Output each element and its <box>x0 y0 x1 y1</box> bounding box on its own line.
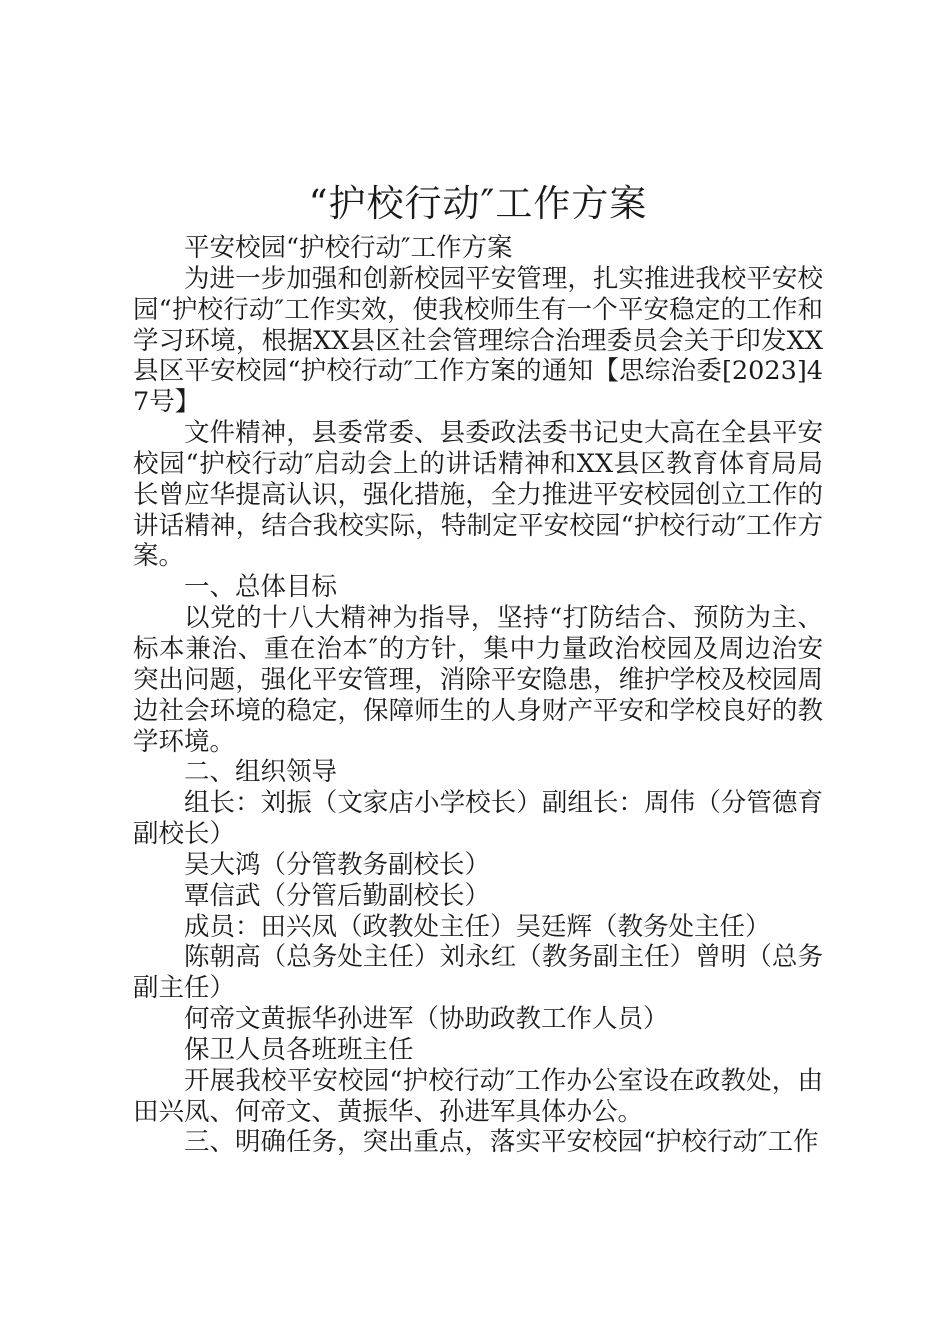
document-title: “护校行动″工作方案 <box>308 182 648 225</box>
paragraph-deputy-1: 吴大鸿（分管教务副校长） <box>184 849 491 880</box>
paragraph-members-2: 陈朝高（总务处主任）刘永红（教务副主任）曾明（总务副主任） <box>133 942 823 1004</box>
paragraph-leader: 组长：刘振（文家店小学校长）副组长：周伟（分管德育副校长） <box>133 788 823 850</box>
paragraph-members-3: 何帝文黄振华孙进军（协助政教工作人员） <box>184 1004 669 1035</box>
paragraph-intro: 为进一步加强和创新校园平安管理，扎实推进我校平安校园“护校行动″工作实效，使我校师生有一个平安稳定的工作和学习环境，根据XX县区社会管理综合治理委员会关于印发XX县区平安校园“护校行动″工作方案的通知【思综治委[2023]47号】 <box>133 263 823 418</box>
paragraph-goals: 以党的十八大精神为指导，坚持“打防结合、预防为主、标本兼治、重在治本″的方针，集中力量政治校园及周边治安突出问题，强化平安管理，消除平安隐患，维护学校及校园周边社会环境的稳定，保障师生的人身财产平安和学校良好的教学环境。 <box>133 603 823 757</box>
paragraph-spirit: 文件精神，县委常委、县委政法委书记史大高在全县平安校园“护校行动″启动会上的讲话精神和XX县区教育体育局局长曾应华提高认识，强化措施，全力推进平安校园创立工作的讲话精神，结合我校实际，特制定平安校园“护校行动″工作方案。 <box>133 418 823 572</box>
section-heading-goals: 一、总体目标 <box>184 572 338 603</box>
paragraph-office: 开展我校平安校园“护校行动″工作办公室设在政教处，由田兴凤、何帝文、黄振华、孙进军具体办公。 <box>133 1065 823 1127</box>
document-body <box>133 233 823 1158</box>
section-heading-leadership: 二、组织领导 <box>184 757 338 788</box>
section-heading-tasks: 三、明确任务，突出重点，落实平安校园“护校行动″工作 <box>184 1127 819 1158</box>
paragraph-deputy-2: 覃信武（分管后勤副校长） <box>184 880 491 911</box>
paragraph-members-1: 成员：田兴凤（政教处主任）吴廷辉（教务处主任） <box>184 911 771 942</box>
paragraph-subtitle: 平安校园“护校行动″工作方案 <box>184 233 513 263</box>
paragraph-members-4: 保卫人员各班班主任 <box>184 1034 414 1065</box>
